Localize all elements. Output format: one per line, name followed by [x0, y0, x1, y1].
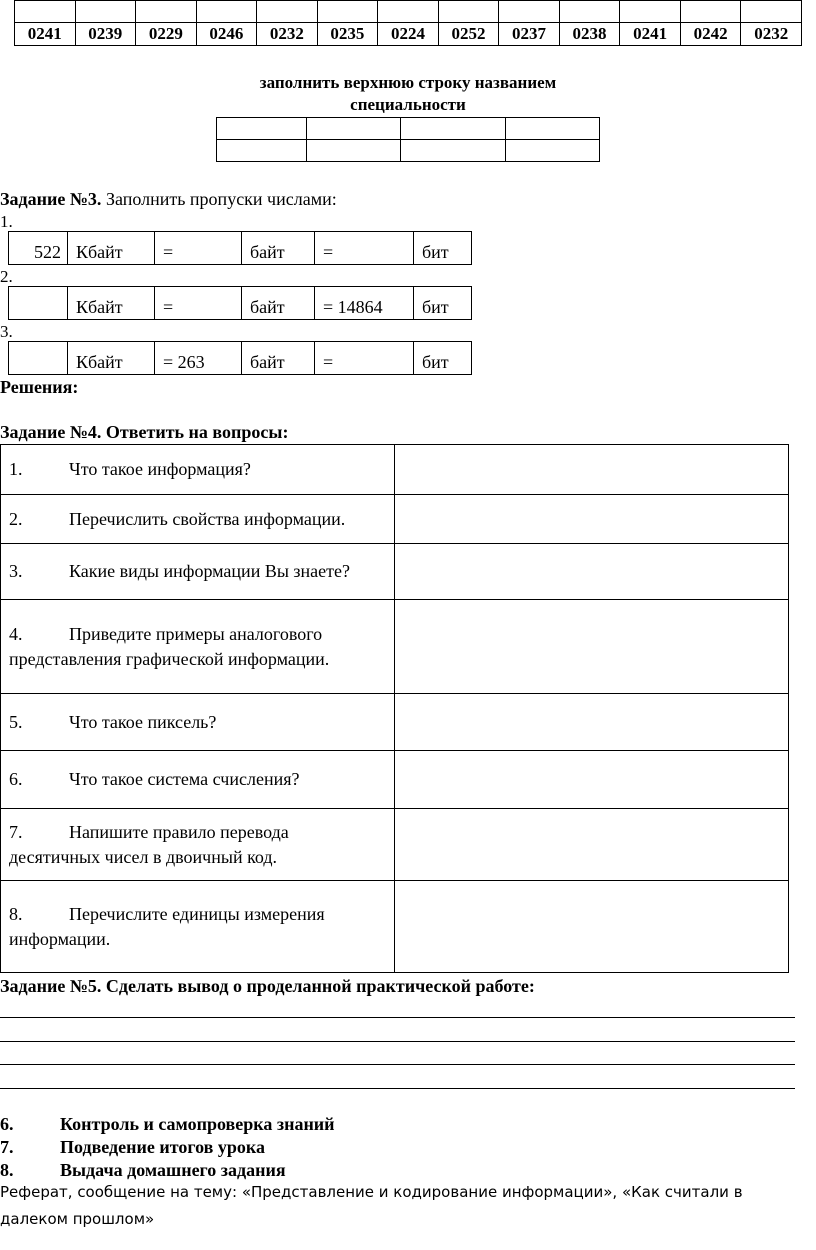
- conversion-cell[interactable]: = 263: [155, 342, 242, 375]
- codes-empty-cell: [136, 1, 197, 23]
- code-cell: 0252: [438, 23, 499, 46]
- specialty-cell[interactable]: [505, 140, 599, 162]
- question-cell: [1, 445, 395, 495]
- question-number: 7.: [9, 821, 23, 842]
- answer-cell[interactable]: [395, 809, 789, 881]
- question-cell: [1, 881, 395, 973]
- question-text: Приведите примеры аналогового: [69, 623, 323, 644]
- conversion-cell: бит: [414, 232, 472, 265]
- codes-empty-cell: [378, 1, 439, 23]
- specialty-instruction: [0, 72, 816, 116]
- specialty-cell[interactable]: [307, 118, 401, 140]
- codes-table: [14, 0, 802, 46]
- conversion-table-2: [8, 286, 472, 320]
- answer-cell[interactable]: [395, 600, 789, 694]
- code-cell: 0241: [15, 23, 76, 46]
- codes-empty-cell: [559, 1, 620, 23]
- question-text: Перечислите единицы измерения: [69, 903, 325, 924]
- question-row: [1, 694, 789, 751]
- solutions-label: Решения:: [0, 377, 79, 397]
- specialty-cell[interactable]: [401, 140, 505, 162]
- conversion-table-3: [8, 341, 472, 375]
- summary-number: 6.: [0, 1114, 14, 1134]
- conversion-cell: бит: [414, 287, 472, 320]
- homework-text: Реферат, сообщение на тему: «Представление и кодирование информации», «Как считали в далеком прошлом»: [0, 1183, 743, 1228]
- task3-row-number: 2.: [0, 267, 13, 286]
- specialty-cell[interactable]: [307, 140, 401, 162]
- specialty-cell[interactable]: [217, 118, 307, 140]
- codes-empty-cell: [438, 1, 499, 23]
- codes-empty-cell: [620, 1, 681, 23]
- code-cell: 0239: [75, 23, 136, 46]
- codes-empty-cell: [741, 1, 802, 23]
- conversion-cell: Кбайт: [68, 232, 155, 265]
- code-cell: 0241: [620, 23, 681, 46]
- question-number: 1.: [9, 459, 23, 479]
- code-cell: 0242: [680, 23, 741, 46]
- code-cell: 0237: [499, 23, 560, 46]
- question-number: 5.: [9, 711, 23, 732]
- code-cell: 0229: [136, 23, 197, 46]
- question-text: Что такое пиксель?: [69, 711, 217, 732]
- conversion-cell[interactable]: =: [315, 232, 414, 265]
- question-row: [1, 751, 789, 809]
- code-cell: 0235: [317, 23, 378, 46]
- conversion-cell[interactable]: =: [315, 342, 414, 375]
- conversion-cell: байт: [242, 287, 315, 320]
- question-cell: [1, 694, 395, 751]
- conversion-cell[interactable]: = 14864: [315, 287, 414, 320]
- codes-empty-row: [15, 1, 802, 23]
- question-text: Перечислить свойства информации.: [69, 508, 346, 529]
- question-row: [1, 881, 789, 973]
- question-number: 6.: [9, 769, 23, 789]
- codes-empty-cell: [499, 1, 560, 23]
- conversion-cell: бит: [414, 342, 472, 375]
- specialty-table: [216, 117, 600, 162]
- summary-number: 8.: [0, 1160, 14, 1180]
- question-text-continued: десятичных чисел в двоичный код.: [9, 846, 278, 867]
- specialty-cell[interactable]: [217, 140, 307, 162]
- question-cell: [1, 600, 395, 694]
- code-cell: 0232: [741, 23, 802, 46]
- question-cell: [1, 544, 395, 600]
- question-row: [1, 600, 789, 694]
- summary-text: Подведение итогов урока: [60, 1137, 265, 1157]
- conversion-cell: Кбайт: [68, 342, 155, 375]
- question-number: 8.: [9, 903, 23, 924]
- specialty-cell[interactable]: [401, 118, 505, 140]
- question-text-continued: информации.: [9, 928, 111, 949]
- question-row: [1, 544, 789, 600]
- conversion-cell: Кбайт: [68, 287, 155, 320]
- question-number: 2.: [9, 508, 23, 529]
- task3-heading-text: Заполнить пропуски числами:: [101, 189, 337, 209]
- questions-table: [0, 444, 789, 973]
- code-cell: 0224: [378, 23, 439, 46]
- question-number: 4.: [9, 623, 23, 644]
- answer-cell[interactable]: [395, 495, 789, 544]
- question-number: 3.: [9, 561, 23, 581]
- answer-line[interactable]: [0, 1064, 795, 1065]
- codes-empty-cell: [257, 1, 318, 23]
- answer-line[interactable]: [0, 1088, 795, 1089]
- codes-empty-cell: [15, 1, 76, 23]
- specialty-cell[interactable]: [505, 118, 599, 140]
- summary-text: Контроль и самопроверка знаний: [60, 1114, 335, 1134]
- question-row: [1, 445, 789, 495]
- codes-row: [15, 23, 802, 46]
- question-row: [1, 809, 789, 881]
- answer-cell[interactable]: [395, 751, 789, 809]
- question-text: Что такое информация?: [69, 459, 251, 479]
- answer-line[interactable]: [0, 1041, 795, 1042]
- conversion-cell[interactable]: 522: [9, 232, 68, 265]
- answer-cell[interactable]: [395, 445, 789, 495]
- task5-heading: Задание №5. Сделать вывод о проделанной практической работе:: [0, 976, 535, 996]
- conversion-cell[interactable]: =: [155, 287, 242, 320]
- conversion-cell[interactable]: =: [155, 232, 242, 265]
- task3-heading: [0, 188, 337, 210]
- instruction-line-1: заполнить верхнюю строку названием: [259, 73, 557, 92]
- summary-text: Выдача домашнего задания: [60, 1160, 286, 1180]
- answer-cell[interactable]: [395, 544, 789, 600]
- task3-heading-bold: Задание №3.: [0, 189, 102, 209]
- summary-item: [0, 1113, 335, 1136]
- answer-line[interactable]: [0, 1017, 795, 1018]
- question-cell: [1, 751, 395, 809]
- conversion-cell[interactable]: [9, 342, 68, 375]
- question-row: [1, 495, 789, 544]
- task3-row-number: 1.: [0, 212, 13, 231]
- task4-heading: Задание №4. Ответить на вопросы:: [0, 422, 289, 442]
- codes-empty-cell: [680, 1, 741, 23]
- question-text-continued: представления графической информации.: [9, 648, 330, 669]
- question-cell: [1, 809, 395, 881]
- code-cell: 0232: [257, 23, 318, 46]
- summary-item: [0, 1136, 265, 1159]
- answer-cell[interactable]: [395, 694, 789, 751]
- code-cell: 0238: [559, 23, 620, 46]
- question-cell: [1, 495, 395, 544]
- question-text: Что такое система счисления?: [69, 769, 300, 789]
- conversion-cell[interactable]: [9, 287, 68, 320]
- summary-number: 7.: [0, 1137, 14, 1157]
- instruction-line-2: специальности: [350, 95, 466, 114]
- question-text: Напишите правило перевода: [69, 821, 289, 842]
- conversion-cell: байт: [242, 232, 315, 265]
- conversion-cell: байт: [242, 342, 315, 375]
- codes-empty-cell: [75, 1, 136, 23]
- codes-empty-cell: [196, 1, 257, 23]
- codes-empty-cell: [317, 1, 378, 23]
- conversion-table-1: [8, 231, 472, 265]
- answer-cell[interactable]: [395, 881, 789, 973]
- task3-row-number: 3.: [0, 322, 13, 341]
- code-cell: 0246: [196, 23, 257, 46]
- question-text: Какие виды информации Вы знаете?: [69, 561, 350, 581]
